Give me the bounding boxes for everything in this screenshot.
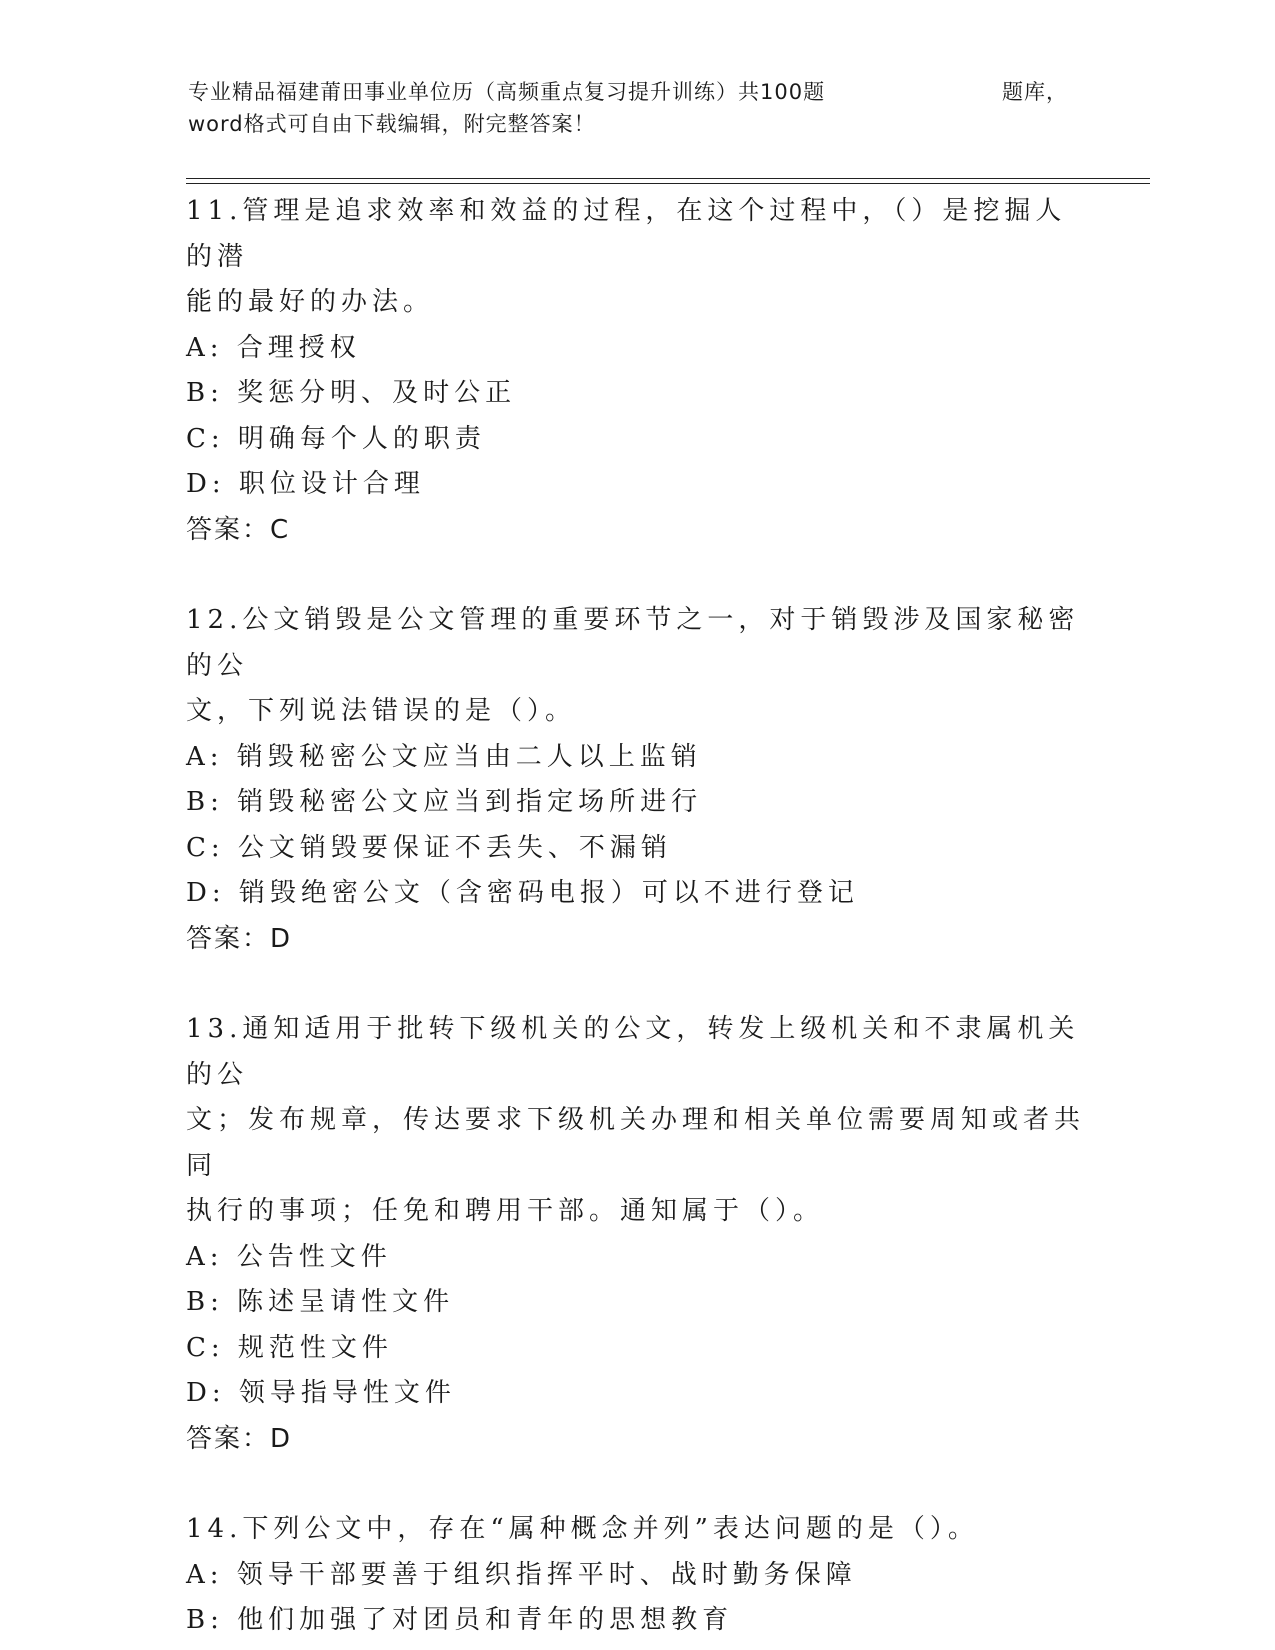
- answer-option: D: 职位设计合理: [186, 469, 425, 499]
- answer-key: 答案：D: [186, 923, 293, 954]
- answer-option: B: 奖惩分明、及时公正: [186, 378, 517, 408]
- question-block: [186, 1007, 1086, 1462]
- question-list: [186, 189, 1086, 1644]
- question-block: [186, 189, 1086, 553]
- question-stem-line: 14.下列公文中，存在“属种概念并列”表达问题的是（）。: [186, 1514, 979, 1544]
- answer-option: C: 公文销毁要保证不丢失、不漏销: [186, 832, 672, 863]
- question-stem-line: 13.通知适用于批转下级机关的公文，转发上级机关和不隶属机关的公: [186, 1014, 1080, 1090]
- header-divider-bottom: [186, 183, 1150, 184]
- question-stem-line: 能的最好的办法。: [186, 287, 435, 317]
- header-line-1: [188, 76, 1068, 108]
- document-header: [188, 76, 1068, 140]
- answer-option: A: 销毁秘密公文应当由二人以上监销: [186, 741, 702, 772]
- header-title-suffix: 题库，: [1002, 80, 1068, 104]
- header-line-2: word格式可自由下载编辑，附完整答案！: [188, 112, 596, 136]
- question-stem-line: 文；发布规章，传达要求下级机关办理和相关单位需要周知或者共同: [186, 1105, 1086, 1181]
- question-stem-line: 11.管理是追求效率和效益的过程，在这个过程中，（）是挖掘人的潜: [186, 196, 1067, 272]
- answer-option: B: 销毁秘密公文应当到指定场所进行: [186, 787, 703, 817]
- question-block: [186, 1507, 1086, 1644]
- header-divider-top: [186, 178, 1150, 179]
- answer-key: 答案：C: [186, 514, 291, 545]
- answer-option: B: 陈述呈请性文件: [186, 1287, 455, 1317]
- answer-option: B: 他们加强了对团员和青年的思想教育: [186, 1605, 734, 1635]
- question-stem-line: 文，下列说法错误的是（）。: [186, 696, 577, 726]
- answer-option: A: 公告性文件: [186, 1241, 392, 1272]
- answer-option: A: 合理授权: [186, 332, 361, 363]
- question-block: [186, 598, 1086, 962]
- question-stem-line: 12.公文销毁是公文管理的重要环节之一，对于销毁涉及国家秘密的公: [186, 605, 1080, 681]
- answer-option: C: 明确每个人的职责: [186, 423, 486, 454]
- answer-option: D: 领导指导性文件: [186, 1378, 456, 1408]
- answer-key: 答案：D: [186, 1423, 293, 1454]
- answer-option: C: 规范性文件: [186, 1332, 393, 1363]
- answer-option: A: 领导干部要善于组织指挥平时、战时勤务保障: [186, 1559, 857, 1590]
- question-stem-line: 执行的事项；任免和聘用干部。通知属于（）。: [186, 1196, 825, 1226]
- answer-option: D: 销毁绝密公文（含密码电报）可以不进行登记: [186, 878, 859, 908]
- header-title: 专业精品福建莆田事业单位历（高频重点复习提升训练）共100题: [188, 80, 826, 104]
